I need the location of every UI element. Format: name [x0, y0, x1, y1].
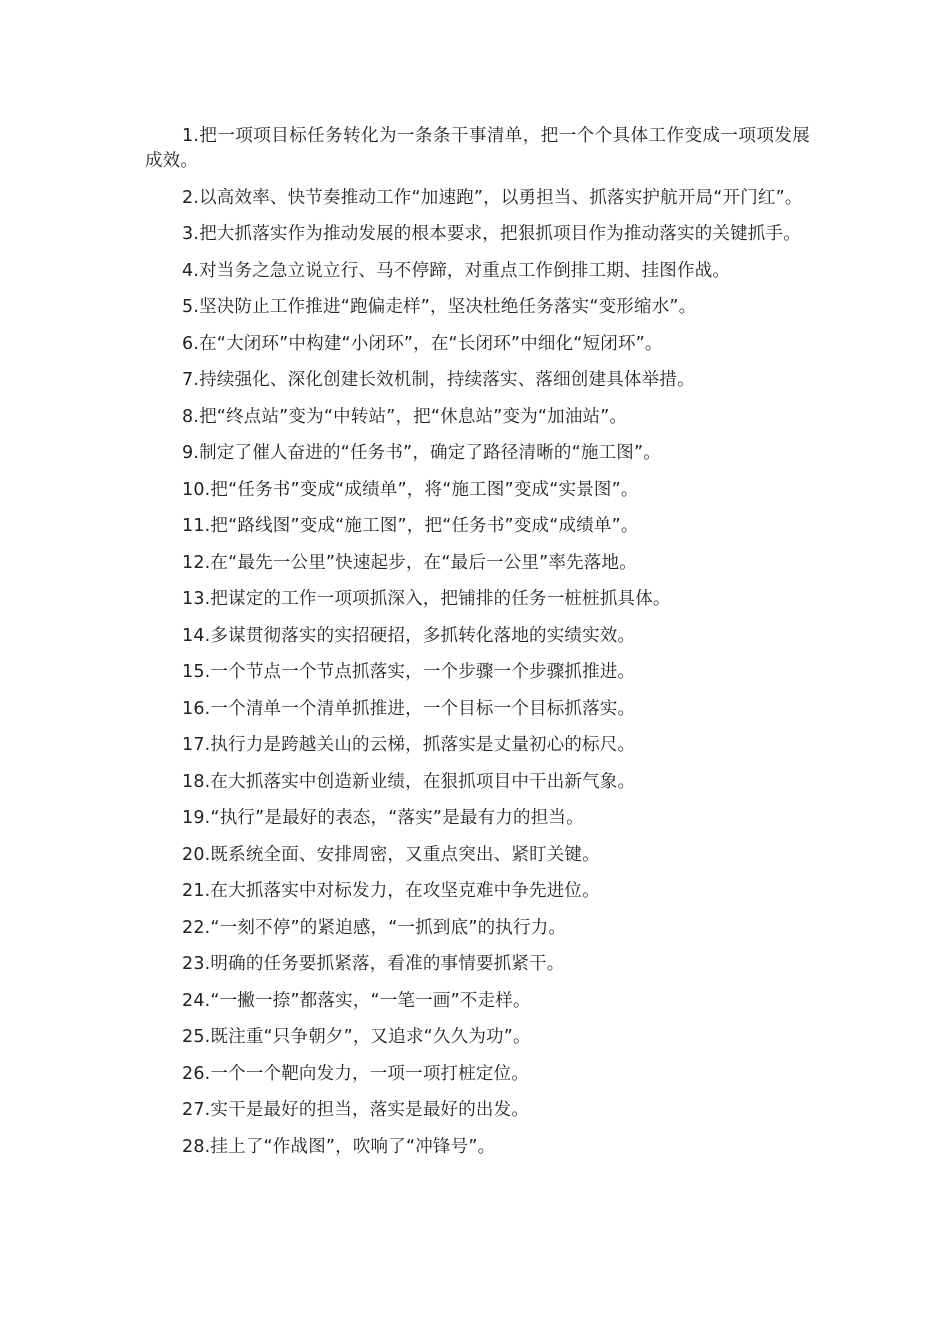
list-item: 20.既系统全面、安排周密，又重点突出、紧盯关键。 [182, 844, 600, 865]
list-item: 11.把“路线图”变成“施工图”，把“任务书”变成“成绩单”。 [182, 516, 639, 536]
list-item: 8.把“终点站”变为“中转站”，把“休息站”变为“加油站”。 [182, 406, 628, 427]
list-item: 22.“一刻不停”的紧迫感，“一抓到底”的执行力。 [182, 917, 567, 938]
list-item: 17.执行力是跨越关山的云梯，抓落实是丈量初心的标尺。 [182, 735, 636, 755]
list-item: 16.一个清单一个清单抓推进，一个目标一个目标抓落实。 [182, 698, 636, 719]
list-item: 27.实干是最好的担当，落实是最好的出发。 [182, 1100, 530, 1120]
list-item: 3.把大抓落实作为推动发展的根本要求，把狠抓项目作为推动落实的关键抓手。 [182, 224, 801, 244]
list-item: 26.一个一个靶向发力，一项一项打桩定位。 [182, 1063, 530, 1084]
list-item: 7.持续强化、深化创建长效机制，持续落实、落细创建具体举措。 [182, 370, 695, 390]
list-item: 6.在“大闭环”中构建“小闭环”，在“长闭环”中细化“短闭环”。 [182, 333, 663, 354]
list-item: 24.“一撇一捺”都落实，“一笔一画”不走样。 [182, 990, 531, 1011]
list-item: 14.多谋贯彻落实的实招硬招，多抓转化落地的实绩实效。 [182, 625, 636, 646]
list-item: 2.以高效率、快节奏推动工作“加速跑”，以勇担当、抓落实护航开局“开门红”。 [182, 187, 803, 208]
list-item: 25.既注重“只争朝夕”，又追求“久久为功”。 [182, 1027, 531, 1047]
list-item: 19.“执行”是最好的表态，“落实”是最有力的担当。 [182, 808, 584, 828]
list-item: 12.在“最先一公里”快速起步，在“最后一公里”率先落地。 [182, 552, 637, 573]
list-item: 15.一个节点一个节点抓落实，一个步骤一个步骤抓推进。 [182, 662, 636, 682]
list-item: 1.把一项项目标任务转化为一条条干事清单，把一个个具体工作变成一项项发展成效。 [145, 126, 810, 171]
list-item: 13.把谋定的工作一项项抓深入，把铺排的任务一桩桩抓具体。 [182, 589, 671, 609]
list-item: 18.在大抓落实中创造新业绩，在狠抓项目中干出新气象。 [182, 771, 636, 792]
list-item: 4.对当务之急立说立行、马不停蹄，对重点工作倒排工期、挂图作战。 [182, 260, 731, 281]
list-item: 21.在大抓落实中对标发力，在攻坚克难中争先进位。 [182, 881, 600, 901]
list-item: 5.坚决防止工作推进“跑偏走样”，坚决杜绝任务落实“变形缩水”。 [182, 297, 697, 317]
document-body [145, 124, 810, 1171]
list-item: 23.明确的任务要抓紧落，看准的事情要抓紧干。 [182, 954, 565, 974]
list-item: 28.挂上了“作战图”，吹响了“冲锋号”。 [182, 1136, 496, 1157]
list-item: 10.把“任务书”变成“成绩单”，将“施工图”变成“实景图”。 [182, 479, 639, 500]
list-item: 9.制定了催人奋进的“任务书”，确定了路径清晰的“施工图”。 [182, 443, 661, 463]
